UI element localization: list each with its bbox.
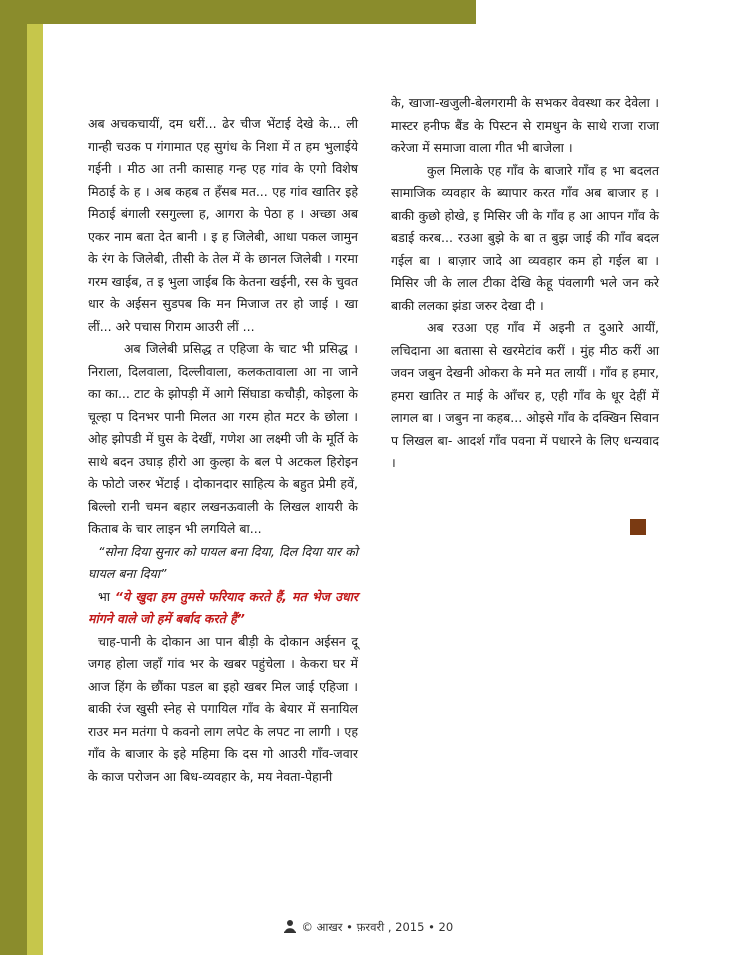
left-margin-stripe-light	[27, 24, 43, 955]
footer-text: © आखर • फ़रवरी , 2015 • 20	[301, 920, 454, 934]
left-paragraph-2: अब जिलेबी प्रसिद्ध त एहिजा के चाट भी प्रसिद्ध । निराला, दिलवाला, दिल्लीवाला, कलकतावाला आ ना जाने का का... टाट के झोपड़ी में आगे सिंघाडा कचौड़ी, कोइला के चूल्हा प दिनभर पानी मिलत आ गरम होत मटर के छोला । ओह झोपडी में घुस के देखीं, गणेश आ लक्ष्मी जी के मूर्ति के साथे बदन उघाड़ हीरो आ कुल्हा के बल पे अटकल हिरोइन के फोटो जरुर भेंटाई । दोकानदार साहित्य के बहुत प्रेमी हवें, बिल्लो रानी चमन बहार लखनऊवाली के लिखल शायरी के किताब के चार लाइन भी लगयिले बा...	[88, 341, 358, 536]
right-paragraph-2: कुल मिलाके एह गाँव के बाजारे गाँव ह भा बदलत सामाजिक व्यवहार के ब्यापार करत गाँव अब बाजार ह । बाकी कुछो होखे, इ मिसिर जी के गाँव ह आ आपन गाँव के बडाई करब... रउआ बुझे के बा त बुझ जाई की गाँव बदल गईल बा । बाज़ार जादे आ व्यवहार कम हो गईल बा । मिसिर जी के लाल टीका देखि केहू पंवलागी भले जन करे बाकी ललका झंडा जरुर देखा दी ।	[391, 162, 659, 313]
right-paragraph-3: अब रउआ एह गाँव में अइनी त दुआरे आयीं, लचिदाना आ बतासा से खरमेटांव करीं । मुंह मीठ करीं आ जवन जबुन देखनी ओकरा के मने मत लायीं । गाँव ह हमार, हमरा खातिर त माई के आँचर ह, एही गाँव के धूर देहीं में लागल बा । जबुन ना कहब... ओइसे गाँव के दक्खिन सिवान प लिखल बा- आदर्श गाँव पवना में पधारने के लिए धन्यवाद ।	[391, 320, 659, 470]
left-column	[88, 113, 358, 788]
left-paragraph-3: चाह-पानी के दोकान आ पान बीड़ी के दोकान अईसन दू जगह होला जहाँ गांव भर के खबर पहुंचेला । केकरा घर में आज हिंग के छौंका पडल बा इहो खबर मिल जाई एहिजा । बाकी रंज खुसी स्नेह से पगायिल गाँव के बेयार में सनायिल राउर मन मतंगा पे कवनो लाग लपेट के लपट ना लागी । एह गाँव के बाजार के इहे महिमा कि दस गो आउरी गाँव-जवार के काज परोजन आ बिध-व्यवहार के, मय नेवता-पेहानी	[88, 633, 358, 784]
shayari-quote-2-line	[88, 586, 358, 631]
shayari-quote-2: “ये खुदा हम तुमसे फरियाद करते हैं, मत भेज उधार मांगने वाले जो हमें बर्बाद करते हैं”	[88, 588, 358, 626]
page-footer	[0, 919, 737, 935]
left-paragraph-1: अब अचकचायीं, दम धरीं... ढेर चीज भेंटाई देखे के... ली गान्ही चउक प गंगामात एह सुगंध के निशा में त हम भुलाईये गईनी । मीठ आ तनी कासाह गन्ह एह गांव के एगो विशेष मिठाई के ह । अब कहब त हँसब मत... एह गांव खातिर इहे मिठाई बंगाली रसगुल्ला ह, आगरा के पेठा ह । अच्छा अब एकर नाम बता देत बानी । इ ह जिलेबी, आधा पकल जामुन के रंग के जिलेबी, तीसी के तेल में के छानल जिलेबी । गरमा गरम खाईब, त इ भुला जाईब कि केतना खईनी, रस के चुवत धार के अईसन सुडपब कि मन मिजाज तर हो जाई । खा लीं... अरे पचास गिराम आउरी लीं ...	[88, 116, 358, 334]
bust-logo-icon	[284, 919, 296, 933]
shayari-quote-1: “सोना दिया सुनार को पायल बना दिया, दिल दिया यार को घायल बना दिया”	[88, 543, 358, 581]
connector-word: भा	[98, 588, 111, 604]
right-column	[391, 92, 659, 475]
article-end-mark	[630, 519, 646, 535]
left-margin-stripe-dark	[0, 0, 27, 955]
top-color-bar	[0, 0, 476, 24]
right-paragraph-1: के, खाजा-खजुली-बेलगरामी के सभकर वेवस्था कर देवेला । मास्टर हनीफ बैंड के पिस्टन से रामधुन के साथे राजा राजा करेजा में समाजा वाला गीत भी बाजेला ।	[391, 95, 659, 155]
